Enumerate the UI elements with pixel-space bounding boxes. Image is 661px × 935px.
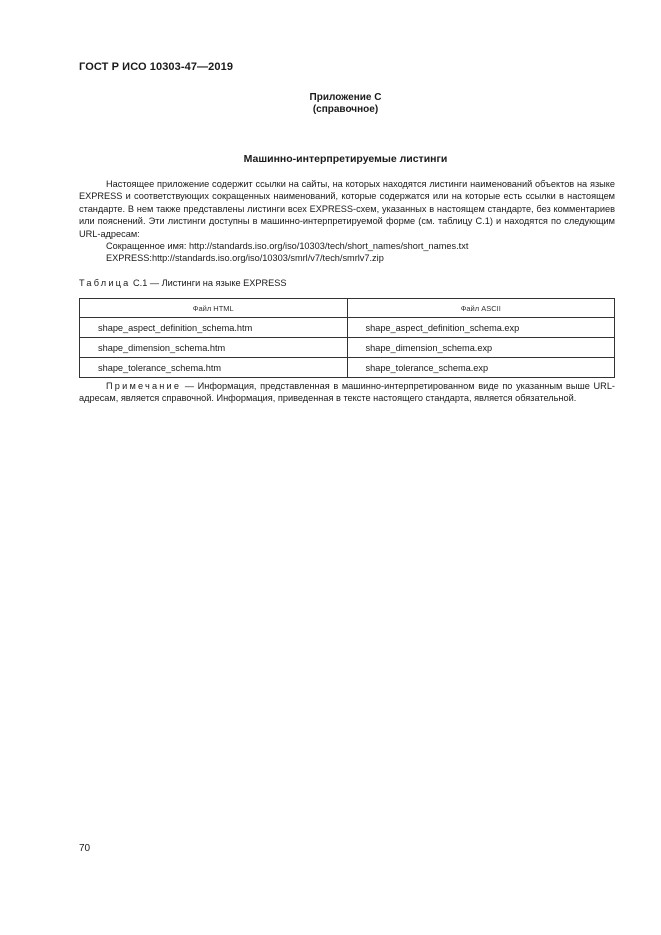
appendix-subtitle: (справочное): [312, 104, 379, 115]
ascii-file-cell: shape_dimension_schema.exp: [347, 338, 615, 358]
intro-text: [79, 178, 615, 265]
html-file-cell: shape_tolerance_schema.htm: [80, 358, 348, 378]
short-names-url-line: [79, 240, 615, 252]
table-header-row: [80, 299, 615, 318]
table-caption: [79, 278, 287, 288]
table-row: [80, 338, 615, 358]
page-number: 70: [79, 843, 91, 854]
note-paragraph: [79, 380, 615, 405]
ascii-file-cell: shape_tolerance_schema.exp: [347, 358, 615, 378]
column-header-ascii: Файл ASCII: [347, 299, 615, 318]
html-file-cell: shape_dimension_schema.htm: [80, 338, 348, 358]
short-names-link[interactable]: http://standards.iso.org/iso/10303/tech/short_names/short_names.txt: [189, 241, 469, 252]
note-label: Примечание: [106, 381, 182, 391]
listings-table: [79, 298, 615, 378]
ascii-file-cell: shape_aspect_definition_schema.exp: [347, 318, 615, 338]
short-names-label: Сокращенное имя:: [106, 241, 187, 252]
table-row: [80, 318, 615, 338]
express-link[interactable]: http://standards.iso.org/iso/10303/smrl/v7/tech/smrlv7.zip: [151, 253, 384, 264]
html-file-cell: shape_aspect_definition_schema.htm: [80, 318, 348, 338]
intro-paragraph: Настоящее приложение содержит ссылки на сайты, на которых находятся листинги наименований объектов на языке EXPRESS и соответствующих сокращенных наименований, которые содержатся или на которые есть ссылки в настоящем стандарте. В нем также представлены листинги всех EXPRESS-схем, указанных в настоящем стандарте, без комментариев или пояснений. Эти листинги доступны в машинно-интерпретируемой форме (см. таблицу С.1) и находятся по следующим URL-адресам:: [79, 179, 615, 239]
table-caption-text: С.1 — Листинги на языке EXPRESS: [133, 278, 287, 288]
standard-header: ГОСТ Р ИСО 10303-47—2019: [79, 61, 234, 73]
express-url-line: [79, 252, 615, 264]
column-header-html: Файл HTML: [80, 299, 348, 318]
appendix-title: Приложение С: [309, 92, 382, 103]
note-text: — Информация, представленная в машинно-интерпретированном виде по указанным выше URL-адресам, является справочной. Информация, приведенная в тексте настоящего стандарта, является обязательной.: [79, 381, 615, 404]
express-label: EXPRESS:: [106, 253, 152, 264]
table-row: [80, 358, 615, 378]
table-caption-word: Таблица: [79, 278, 131, 288]
appendix-heading: [0, 92, 661, 116]
section-title: Машинно-интерпретируемые листинги: [243, 153, 448, 165]
